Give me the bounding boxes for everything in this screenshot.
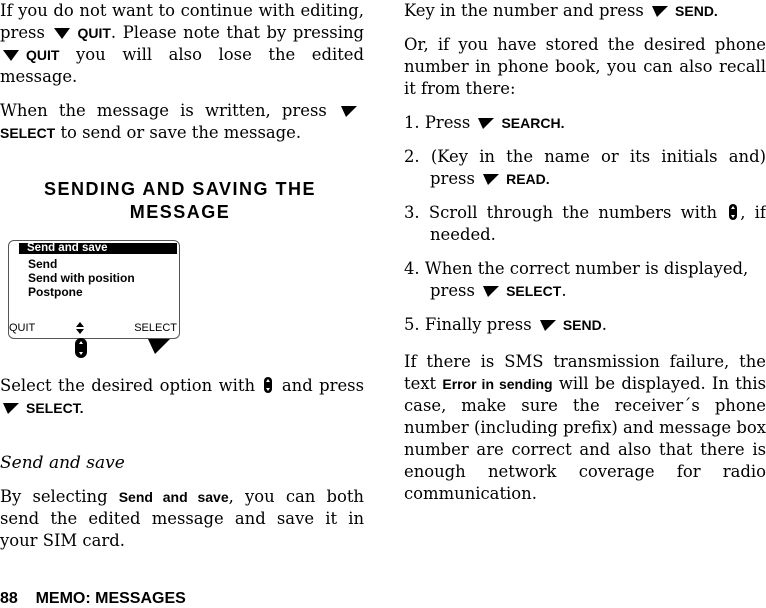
list-item bbox=[404, 202, 766, 246]
select-label: SELECT bbox=[506, 283, 562, 299]
text: If you do not want to continue with editing, press bbox=[0, 1, 364, 42]
right-softkey-icon bbox=[147, 337, 171, 355]
right-softkey-icon bbox=[539, 318, 557, 332]
text: to send or save the message. bbox=[60, 123, 302, 142]
text: Select the desired option with bbox=[0, 376, 256, 395]
list-item bbox=[404, 112, 766, 134]
text: . Please note that by pressing bbox=[110, 23, 364, 42]
text: By selecting bbox=[0, 487, 108, 506]
send-and-save-term: Send and save bbox=[118, 489, 229, 505]
paragraph-phone-book: Or, if you have stored the desired phone number in phone book, you can also recall it from there: bbox=[404, 35, 766, 98]
paragraph-key-in bbox=[404, 0, 766, 22]
page-footer bbox=[0, 590, 186, 608]
navigation-key-icon bbox=[263, 376, 273, 394]
menu-item-selected: Send and save bbox=[19, 243, 177, 254]
paragraph-select bbox=[0, 100, 364, 144]
send-label: SEND. bbox=[675, 3, 718, 19]
right-softkey-icon bbox=[340, 104, 358, 118]
left-softkey-icon bbox=[53, 26, 71, 40]
right-softkey-icon bbox=[482, 284, 500, 298]
text: will be displayed. In this case, make sure the receiver´s phone number (including prefix) and message box number are correct and also that there is enough network coverage for radio communication. bbox=[404, 374, 766, 503]
section-heading: SENDING AND SAVING THE MESSAGE bbox=[43, 179, 317, 222]
menu-item-send: Send bbox=[28, 257, 58, 271]
step-number: 1. bbox=[404, 113, 420, 132]
paragraph-send-and-save bbox=[0, 486, 364, 552]
quit-label: QUIT bbox=[77, 25, 111, 41]
menu-item-send-with-position: Send with position bbox=[28, 271, 135, 285]
menu-item-postpone: Postpone bbox=[28, 285, 83, 299]
select-label: SELECT bbox=[0, 125, 56, 141]
softkey-select-label: SELECT bbox=[134, 322, 177, 334]
text: Finally press bbox=[424, 315, 532, 334]
text: (Key in the name or its initials and) press bbox=[430, 147, 766, 188]
text: When the correct number is displayed, press bbox=[424, 259, 749, 300]
text: If there is SMS transmission failure, the text bbox=[404, 352, 766, 393]
steps-list bbox=[404, 112, 766, 336]
text: Scroll through the numbers with bbox=[428, 203, 718, 222]
step-number: 3. bbox=[404, 203, 420, 222]
paragraph-quit bbox=[0, 0, 364, 88]
right-softkey-icon bbox=[651, 4, 669, 18]
right-softkey-icon bbox=[477, 116, 495, 130]
navigation-key-icon bbox=[728, 203, 738, 221]
text: you will also lose the edited message. bbox=[0, 45, 364, 86]
error-in-sending-term: Error in sending bbox=[442, 376, 553, 392]
text: When the message is written, press bbox=[0, 101, 327, 120]
step-number: 2. bbox=[404, 147, 420, 166]
right-softkey-icon bbox=[2, 401, 20, 415]
search-label: SEARCH. bbox=[501, 115, 565, 131]
right-softkey-icon bbox=[482, 172, 500, 186]
select-label: SELECT. bbox=[26, 400, 84, 416]
text: . bbox=[601, 315, 607, 334]
scroll-arrows-icon bbox=[76, 319, 84, 331]
text: , if needed. bbox=[430, 203, 766, 244]
paragraph-transmission-failure bbox=[404, 351, 766, 505]
list-item bbox=[404, 314, 766, 336]
text: . bbox=[561, 281, 567, 300]
quit-label: QUIT bbox=[26, 47, 60, 63]
step-number: 4. bbox=[404, 259, 420, 278]
list-item bbox=[404, 146, 766, 190]
list-item bbox=[404, 258, 766, 302]
read-label: READ. bbox=[506, 171, 550, 187]
softkey-quit-label: QUIT bbox=[9, 322, 36, 334]
section-title: MEMO: MESSAGES bbox=[35, 590, 186, 607]
step-number: 5. bbox=[404, 315, 420, 334]
page-number: 88 bbox=[0, 590, 18, 607]
text: Press bbox=[424, 113, 471, 132]
text: Key in the number and press bbox=[404, 1, 644, 20]
send-label: SEND bbox=[562, 317, 602, 333]
phone-display bbox=[8, 240, 180, 339]
paragraph-select-option bbox=[0, 375, 364, 419]
text: and press bbox=[281, 376, 364, 395]
text: , you can both send the edited message and save it in your SIM card. bbox=[0, 487, 364, 550]
subheading: Send and save bbox=[0, 453, 125, 473]
left-softkey-icon bbox=[2, 48, 20, 62]
navigation-key-icon bbox=[74, 337, 88, 359]
